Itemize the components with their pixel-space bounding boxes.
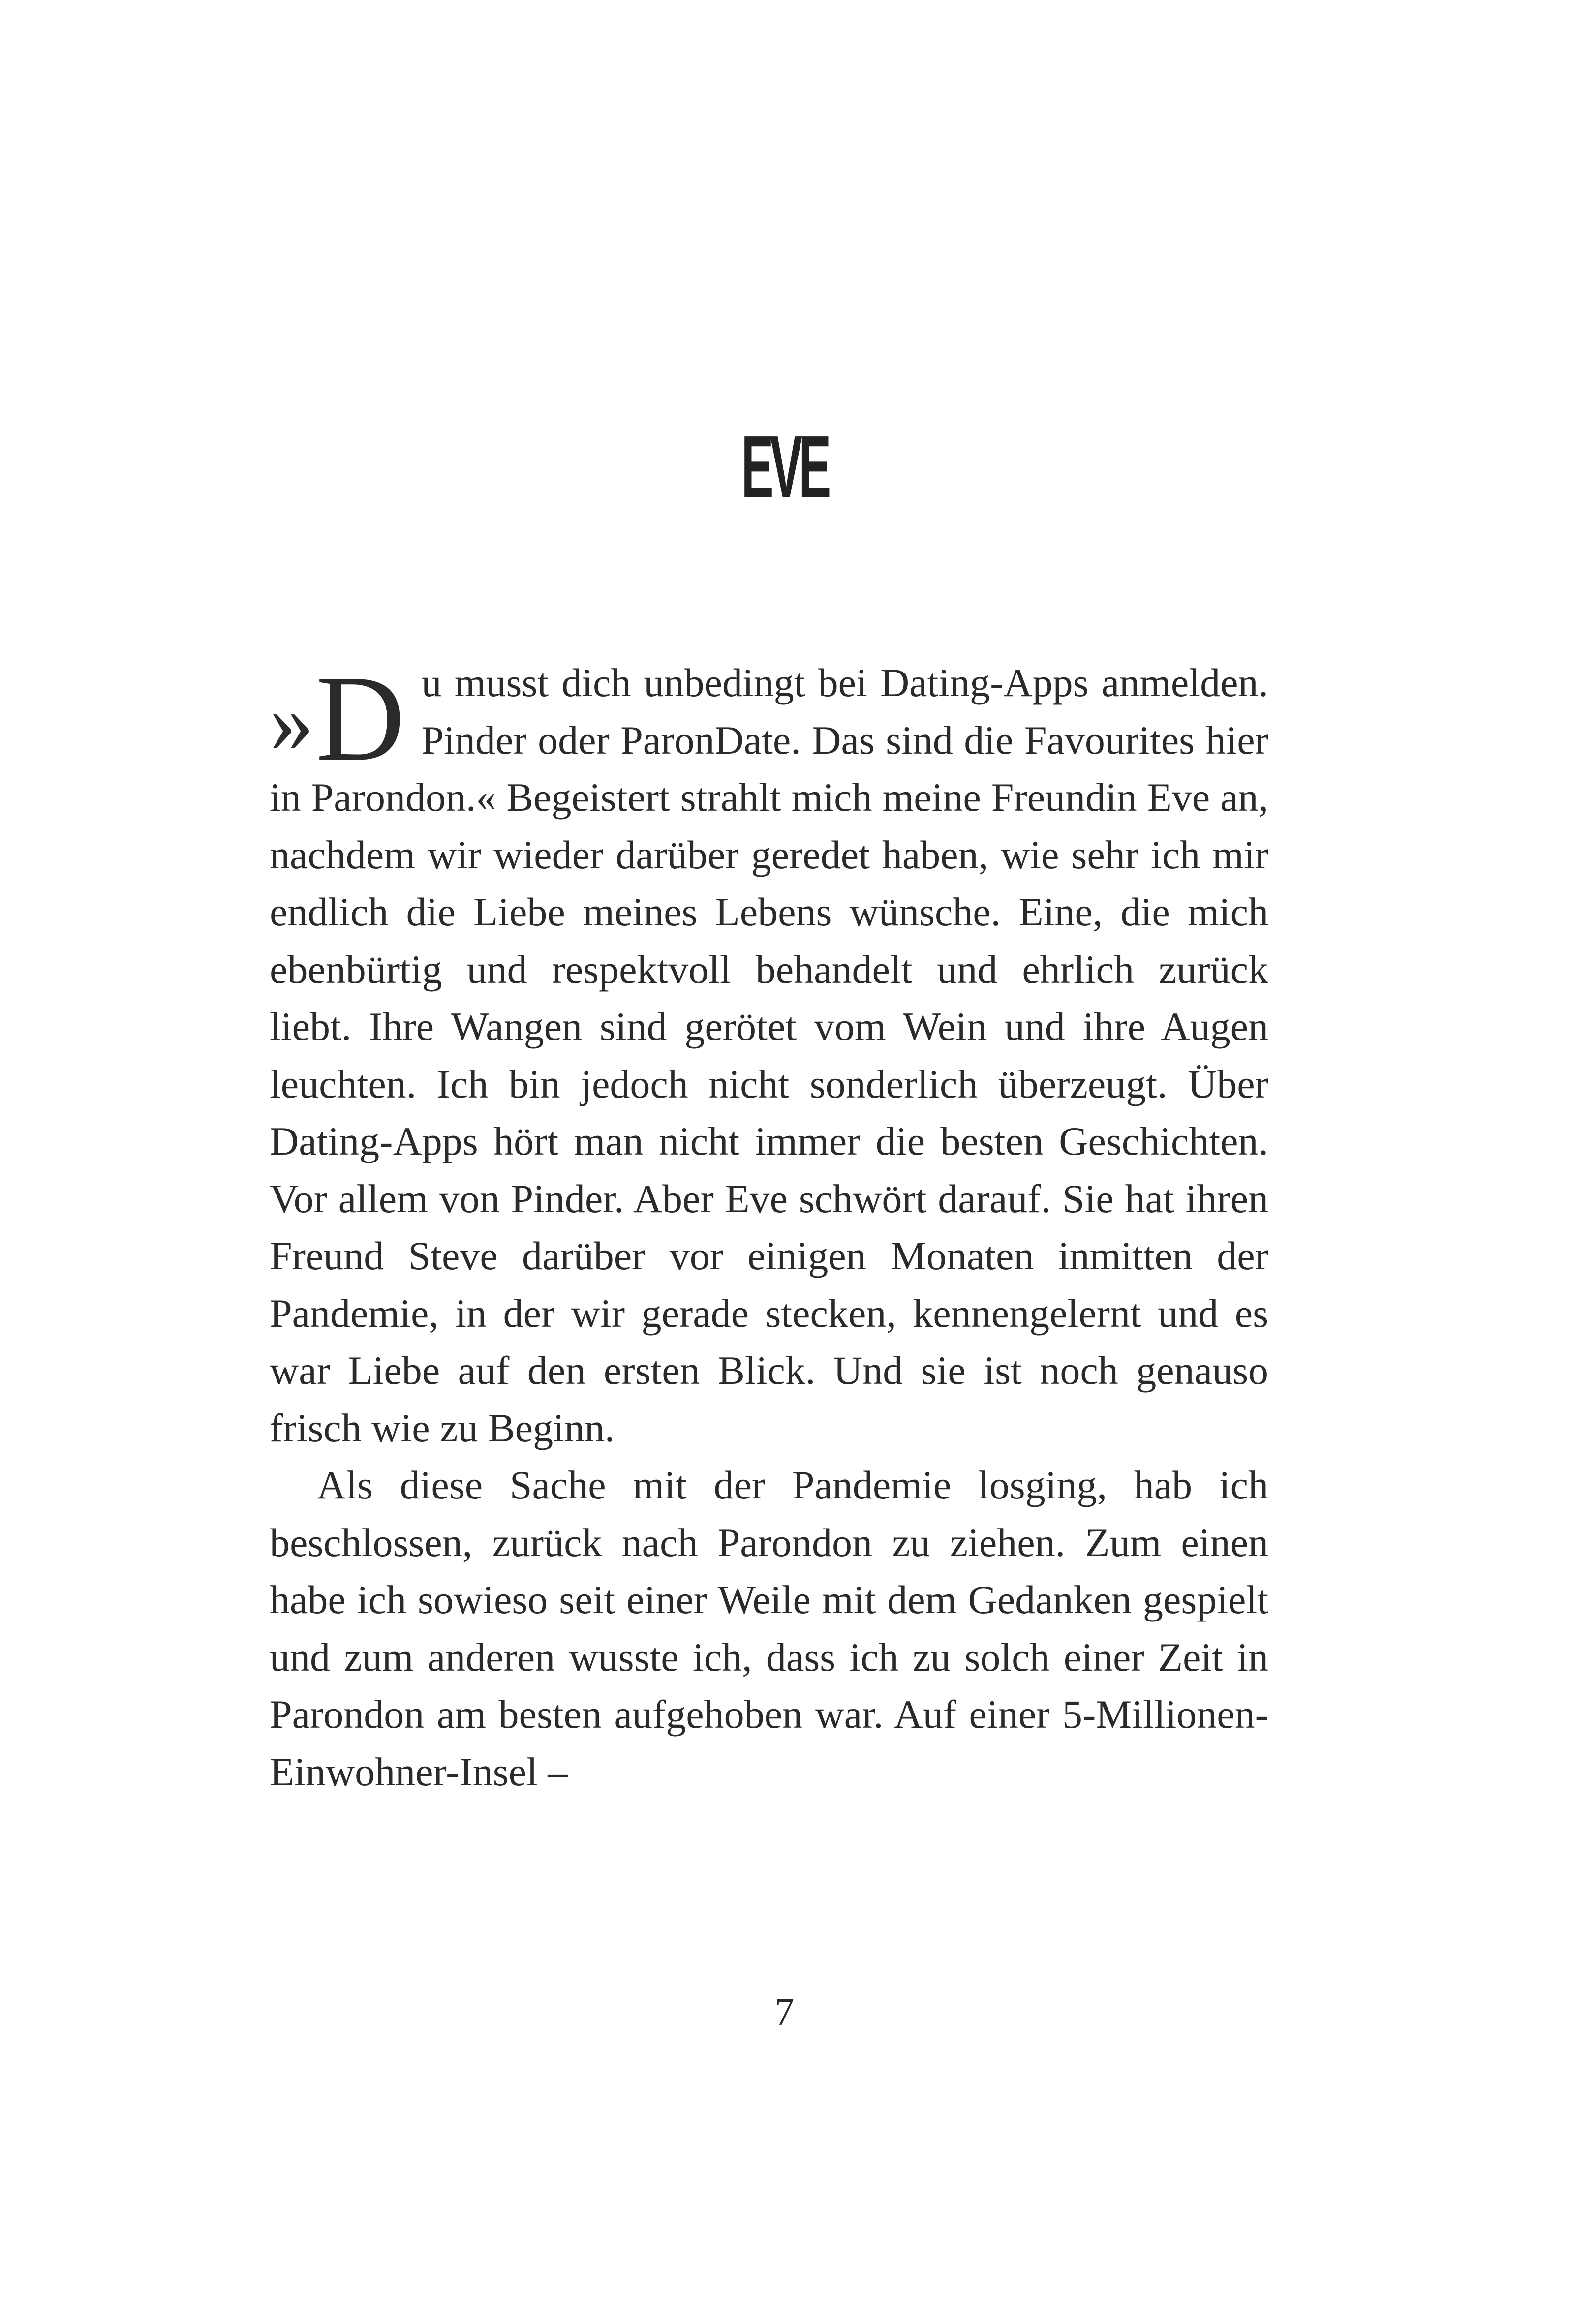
chapter-title-text: EVE bbox=[741, 418, 828, 517]
drop-cap-letter: D bbox=[316, 650, 405, 787]
paragraph-1-text: u musst dich unbedingt bei Dating-Apps anmelden. Pinder oder ParonDate. Das sind die Favourites hier in Parondon.« Begeistert strahlt mich meine Freundin Eve an, nachdem wir wieder darüber geredet haben, wie sehr ich mir endlich die Liebe meines Lebens wünsche. Eine, die mich ebenbürtig und respektvoll behandelt und ehrlich zurück liebt. Ihre Wangen sind gerötet vom Wein und ihre Augen leuchten. Ich bin jedoch nicht sonderlich überzeugt. Über Dating-Apps hört man nicht immer die besten Geschichten. Vor allem von Pinder. Aber Eve schwört darauf. Sie hat ihren Freund Steve darüber vor einigen Monaten inmitten der Pandemie, in der wir gerade stecken, kennengelernt und es war Liebe auf den ersten Blick. Und sie ist noch genauso frisch wie zu Beginn. bbox=[270, 660, 1268, 1450]
paragraph-1 bbox=[270, 650, 1268, 1457]
body-text bbox=[270, 650, 1268, 1801]
paragraph-2: Als diese Sache mit der Pandemie losging, hab ich beschlossen, zurück nach Parondon zu ziehen. Zum einen habe ich sowieso seit einer Weile mit dem Gedanken gespielt und zum anderen wusste ich, dass ich zu solch einer Zeit in Parondon am besten aufgehoben war. Auf einer 5-Millionen-Einwohner-Insel – bbox=[270, 1463, 1268, 1794]
chapter-title bbox=[0, 418, 1569, 517]
drop-cap-group bbox=[270, 650, 405, 787]
opening-quote-mark: » bbox=[270, 673, 314, 770]
page-number: 7 bbox=[774, 1990, 795, 2034]
